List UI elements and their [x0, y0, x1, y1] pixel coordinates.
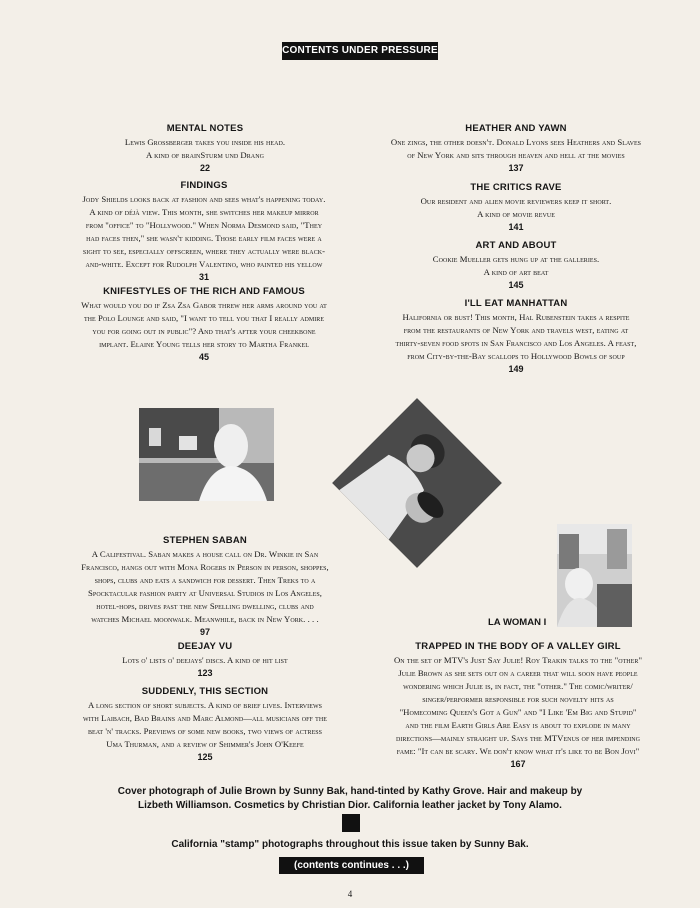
page-number-link[interactable]: 141 — [508, 222, 524, 232]
description-line: with Laibach, Bad Brains and Marc Almond—all musicians off the — [83, 713, 327, 723]
section-description — [50, 548, 360, 626]
description-line: Spocktacular fashion party at Universal Studios in Los Angeles, — [88, 588, 322, 598]
section-description — [356, 136, 676, 162]
description-line: A kind of brainSturm und Drang — [146, 150, 264, 160]
section-description — [44, 193, 364, 271]
description-line: "Homecoming Queen's Got a Gun" and "I Like 'Em Big and Stupid" — [399, 707, 637, 717]
cover-credits — [70, 785, 630, 813]
description-line: wondering which Julie is, in fact, the "other." The comic/writer/ — [403, 681, 633, 691]
description-line: Lewis Grossberger takes you inside his head. — [124, 137, 286, 147]
description-line: A Califestival. Saban makes a house call on Dr. Winkie in San — [91, 549, 319, 559]
section-title: HEATHER AND YAWN — [465, 123, 567, 134]
section-title: KNIFESTYLES OF THE RICH AND FAMOUS — [103, 286, 305, 297]
section-ill-eat-manhattan — [356, 298, 676, 375]
description-line: directions—mainly straight up. Says the MTVenus of her impending — [395, 733, 641, 743]
section-description — [356, 311, 676, 363]
description-line: beat 'n' tracks. Previews of some new books, two views of actress — [87, 726, 323, 736]
section-art-and-about — [356, 240, 676, 291]
contents-continues-button[interactable]: (contents continues . . .) — [279, 857, 424, 874]
photo-statue-cityscape — [139, 408, 274, 501]
statue-cityscape-image — [139, 408, 274, 501]
description-line: On the set of MTV's Just Say Julie! Roy Trakin talks to the "other" — [393, 655, 643, 665]
page-number-link[interactable]: 31 — [198, 272, 209, 282]
description-line: of New York and sits through heaven and hell at the movies — [407, 150, 625, 160]
section-deejay-vu — [50, 641, 360, 679]
section-title: FINDINGS — [180, 180, 228, 191]
description-line: A kind of movie revue — [477, 209, 555, 219]
description-line: Lots o' lists o' deejays' discs. A kind of hit list — [122, 655, 288, 665]
description-line: from the restaurants of New York and travels west, eating at — [403, 325, 629, 335]
section-title: STEPHEN SABAN — [163, 535, 247, 546]
page-number-link[interactable]: 167 — [510, 759, 526, 769]
page-number-link[interactable]: 137 — [508, 163, 524, 173]
description-line: Julie Brown as she sets out on a career that will soon have people — [398, 668, 638, 678]
section-stephen-saban — [50, 535, 360, 638]
section-title: SUDDENLY, THIS SECTION — [141, 686, 269, 697]
section-description — [50, 654, 360, 667]
description-line: hotel-hops, drives past the new Spelling dwelling, clubs and — [96, 601, 314, 611]
page-number-link[interactable]: 123 — [197, 668, 213, 678]
section-title: TRAPPED IN THE BODY OF A VALLEY GIRL — [415, 641, 621, 652]
page-number-link[interactable]: 45 — [198, 352, 209, 362]
page-number-link[interactable]: 145 — [508, 280, 524, 290]
section-description — [60, 136, 350, 162]
description-line: and the film Earth Girls Are Easy is about to explode in many — [405, 720, 631, 730]
photo-la-woman — [557, 524, 632, 627]
section-mental-notes — [60, 123, 350, 174]
section-title: MENTAL NOTES — [166, 123, 244, 134]
page-number-link[interactable]: 125 — [197, 752, 213, 762]
description-line: Cookie Mueller gets hung up at the galleries. — [432, 254, 600, 264]
description-line: and-white. Except for Rudolph Valentino, who painted his yellow — [85, 259, 323, 269]
photo-caption: LA WOMAN I — [488, 617, 547, 628]
section-heather-and-yawn — [356, 123, 676, 174]
page-number-link[interactable]: 97 — [199, 627, 210, 637]
description-line: the Polo Lounge and said, "I want to tell you that I really admire — [83, 313, 325, 323]
section-description — [44, 299, 364, 351]
description-line: One zings, the other doesn't. Donald Lyons sees Heathers and Slaves — [390, 137, 642, 147]
section-description — [356, 195, 676, 221]
description-line: A kind of art beat — [483, 267, 549, 277]
section-valley-girl — [354, 641, 682, 770]
description-line: A kind of déjà view. This month, she switches her makeup mirror — [89, 207, 319, 217]
description-line: from "office" to "Hollywood." When Norma Desmond said, "They — [85, 220, 323, 230]
la-woman-image — [557, 524, 632, 627]
description-line: Our resident and alien movie reviewers keep it short. — [420, 196, 612, 206]
description-line: shops, clubs and eats a sandwich for dessert. Then Treks to a — [94, 575, 316, 585]
description-line: implant. Elaine Young tells her story to Martha Frankel — [99, 339, 309, 349]
description-line: sight to see, especially offscreen, where they actually were black- — [82, 246, 326, 256]
description-line: Halifornia or bust! This month, Hal Rubenstein takes a respite — [402, 312, 630, 322]
cover-credits-line-1: Cover photograph of Julie Brown by Sunny Bak, hand-tinted by Kathy Grove. Hair and makeup by — [117, 786, 583, 797]
section-title: THE CRITICS RAVE — [470, 182, 562, 193]
contents-banner: CONTENTS UNDER PRESSURE — [282, 42, 438, 60]
description-line: Francisco, hangs out with Mona Rogers in Person in person, shoppes, — [81, 562, 329, 572]
section-critics-rave — [356, 182, 676, 233]
page-number-link[interactable]: 149 — [508, 364, 524, 374]
description-line: Jody Shields looks back at fashion and sees what's happening today. — [82, 194, 326, 204]
section-title: I'LL EAT MANHATTAN — [464, 298, 568, 309]
page-number: 4 — [347, 889, 353, 899]
description-line: singer/performer responsible for such novelty hits as — [422, 694, 614, 704]
stamp-photo-credit: California "stamp" photographs throughout this issue taken by Sunny Bak. — [171, 839, 529, 850]
description-line: you for going out in public"? And that's after your cheekbone — [92, 326, 316, 336]
section-title: ART AND ABOUT — [475, 240, 557, 251]
section-description — [356, 253, 676, 279]
description-line: thirty-seven food spots in San Francisco and Los Angeles. A feast, — [395, 338, 637, 348]
description-line: Uma Thurman, and a review of Shimmer's John O'Keefe — [106, 739, 304, 749]
section-description — [46, 699, 364, 751]
description-line: fame: "It can be scary. We don't know what it's like to be Bon Jovi" — [396, 746, 640, 756]
black-square-ornament — [342, 814, 360, 832]
section-suddenly-this-section — [46, 686, 364, 763]
description-line: from City-by-the-Bay scallops to Hollywood Bowls of soup — [407, 351, 625, 361]
description-line: watches Michael moonwalk. Meanwhile, back in New York. . . . — [91, 614, 319, 624]
page-number-link[interactable]: 22 — [199, 163, 210, 173]
cover-credits-line-2: Lizbeth Williamson. Cosmetics by Christian Dior. California leather jacket by Tony Alamo. — [138, 800, 562, 811]
section-knifestyles — [44, 286, 364, 363]
section-description — [354, 654, 682, 758]
description-line: What would you do if Zsa Zsa Gabor threw her arms around you at — [81, 300, 327, 310]
section-findings — [44, 180, 364, 283]
description-line: A long section of short subjects. A kind of brief lives. Interviews — [87, 700, 323, 710]
description-line: had faces then," she wasn't kidding. Those early film faces were a — [86, 233, 322, 243]
section-title: DEEJAY VU — [177, 641, 233, 652]
